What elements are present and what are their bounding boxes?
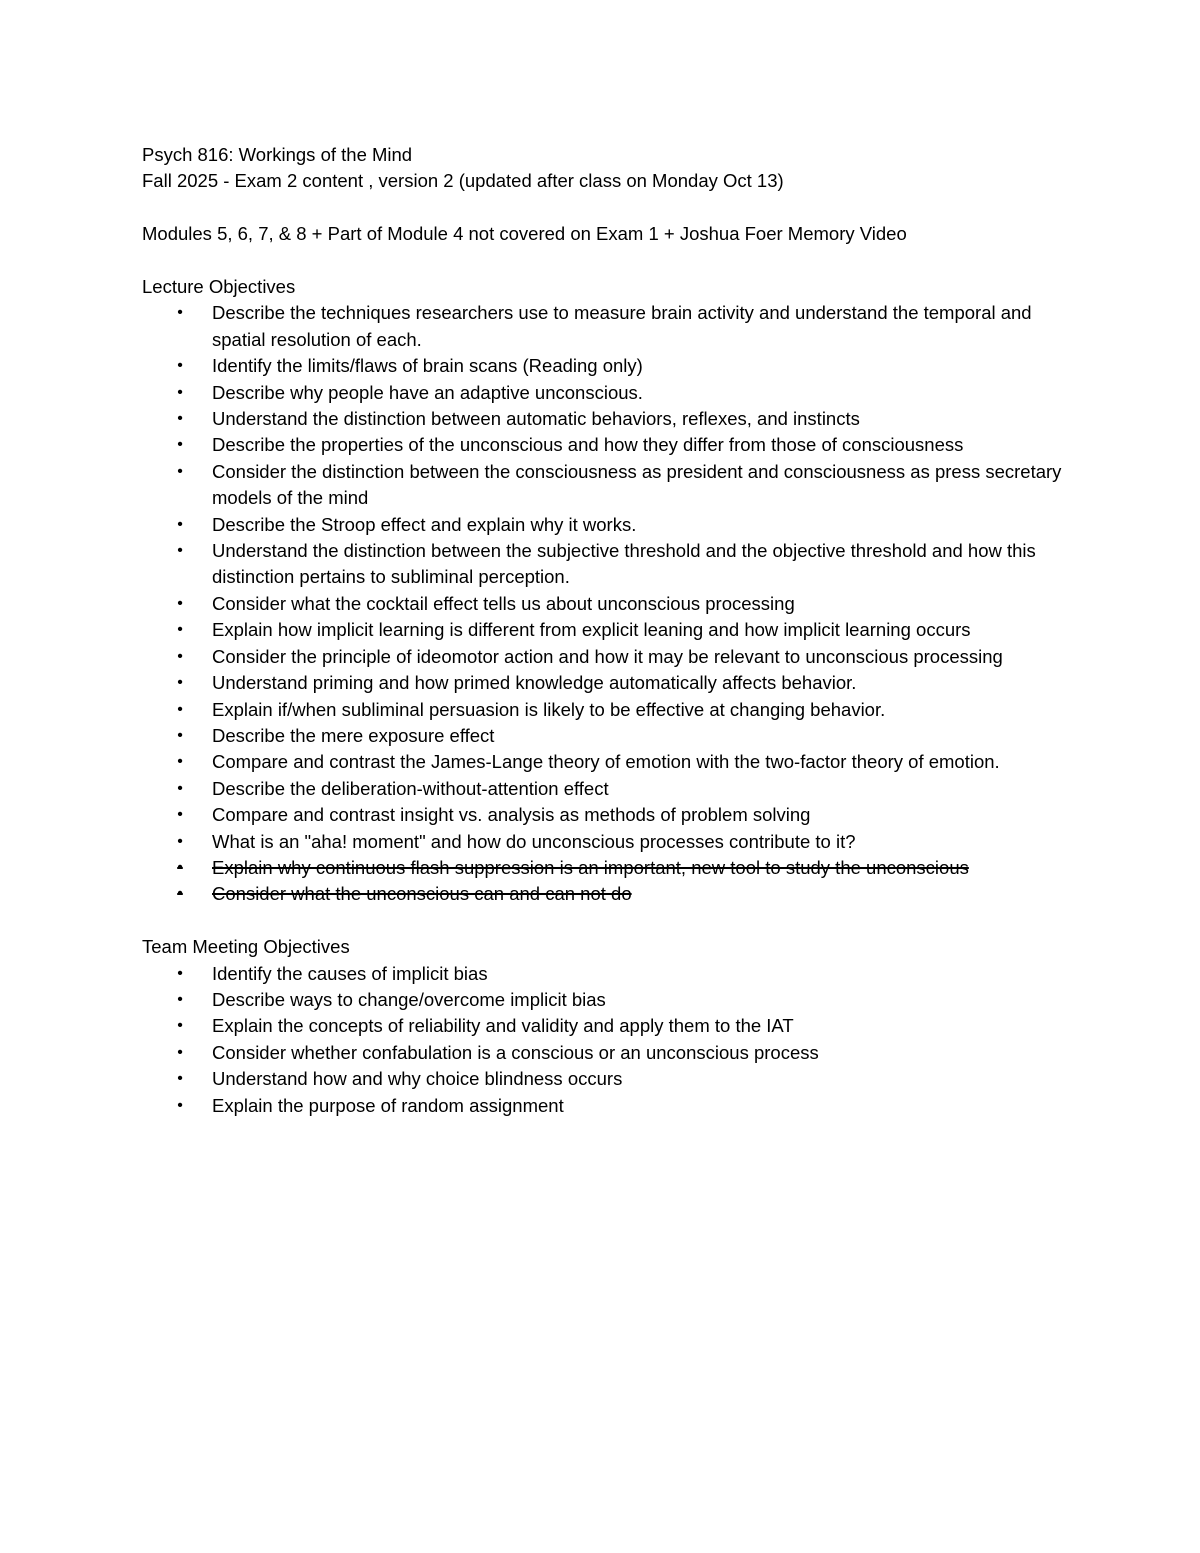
objective-text: Understand how and why choice blindness occurs xyxy=(212,1068,623,1090)
objective-text: Explain how implicit learning is different from explicit leaning and how implicit learning occurs xyxy=(212,619,971,641)
objective-text: Explain why continuous flash suppression is an important, new tool to study the unconscious xyxy=(212,856,969,878)
objective-text: Explain the purpose of random assignment xyxy=(212,1094,564,1116)
objective-text: Describe the deliberation-without-attention effect xyxy=(212,777,609,799)
objective-list-item xyxy=(142,459,1062,512)
objective-text: Identify the causes of implicit bias xyxy=(212,962,488,984)
bullet-icon: • xyxy=(177,779,183,797)
objective-text: Understand priming and how primed knowledge automatically affects behavior. xyxy=(212,672,857,694)
lecture-objectives-heading: Lecture Objectives xyxy=(142,276,296,297)
bullet-icon: • xyxy=(177,1017,183,1035)
objective-list-item xyxy=(142,644,1062,670)
document-content xyxy=(142,142,1062,1119)
team-objectives-list xyxy=(142,961,1062,1119)
objective-text: Explain the concepts of reliability and validity and apply them to the IAT xyxy=(212,1015,794,1037)
objective-text: Understand the distinction between automatic behaviors, reflexes, and instincts xyxy=(212,408,860,430)
bullet-icon: • xyxy=(177,304,183,322)
bullet-icon: • xyxy=(177,410,183,428)
objective-text: Describe the properties of the unconscious and how they differ from those of consciousness xyxy=(212,434,964,456)
objective-list-item xyxy=(142,353,1062,379)
objective-text: Describe the Stroop effect and explain why it works. xyxy=(212,513,637,535)
bullet-icon: • xyxy=(177,542,183,560)
team-objectives-heading: Team Meeting Objectives xyxy=(142,936,350,958)
objective-list-item xyxy=(142,1093,1062,1119)
bullet-icon: • xyxy=(177,674,183,692)
objective-list-item xyxy=(142,1013,1062,1039)
bullet-icon: • xyxy=(177,594,183,612)
bullet-icon: • xyxy=(177,726,183,744)
bullet-icon: • xyxy=(177,621,183,639)
bullet-icon: • xyxy=(177,1096,183,1114)
objective-list-item xyxy=(142,697,1062,723)
objective-text: Describe the mere exposure effect xyxy=(212,724,495,746)
objective-text: Consider what the unconscious can and can not do xyxy=(212,883,632,905)
objective-list-item xyxy=(142,512,1062,538)
objective-text: Identify the limits/flaws of brain scans (Reading only) xyxy=(212,355,643,377)
objective-text: Compare and contrast insight vs. analysis as methods of problem solving xyxy=(212,804,811,826)
objective-text: Consider the principle of ideomotor action and how it may be relevant to unconscious processing xyxy=(212,645,1003,667)
bullet-icon: • xyxy=(177,1043,183,1061)
objective-list-item xyxy=(142,300,1062,353)
objective-text: What is an "aha! moment" and how do unconscious processes contribute to it? xyxy=(212,830,856,852)
objective-list-item xyxy=(142,776,1062,802)
objective-text: Consider whether confabulation is a conscious or an unconscious process xyxy=(212,1041,819,1063)
bullet-icon: • xyxy=(177,1070,183,1088)
bullet-icon: • xyxy=(177,647,183,665)
spacer xyxy=(142,248,1062,274)
spacer xyxy=(142,908,1062,934)
bullet-icon: • xyxy=(177,436,183,454)
objective-list-item xyxy=(142,670,1062,696)
bullet-icon: • xyxy=(177,806,183,824)
objective-list-item xyxy=(142,1066,1062,1092)
objective-text: Consider what the cocktail effect tells us about unconscious processing xyxy=(212,592,795,614)
modules-line: Modules 5, 6, 7, & 8 + Part of Module 4 not covered on Exam 1 + Joshua Foer Memory Video xyxy=(142,223,907,245)
bullet-icon: • xyxy=(177,964,183,982)
bullet-icon: • xyxy=(177,383,183,401)
objective-text: Describe the techniques researchers use to measure brain activity and understand the temporal and spatial resolution of each. xyxy=(212,302,1032,350)
objective-list-item-struck xyxy=(142,881,1062,907)
spacer xyxy=(142,195,1062,221)
objective-list-item xyxy=(142,961,1062,987)
lecture-objectives-list xyxy=(142,300,1062,907)
bullet-icon: • xyxy=(177,990,183,1008)
objective-list-item xyxy=(142,380,1062,406)
exam-version-line: Fall 2025 - Exam 2 content , version 2 (updated after class on Monday Oct 13) xyxy=(142,170,784,192)
objective-list-item xyxy=(142,749,1062,775)
objective-text: Consider the distinction between the consciousness as president and consciousness as press secretary models of the mind xyxy=(212,460,1062,509)
bullet-icon: • xyxy=(177,753,183,771)
objective-list-item xyxy=(142,802,1062,828)
bullet-icon: • xyxy=(177,462,183,480)
bullet-icon: • xyxy=(177,885,183,903)
objective-list-item xyxy=(142,723,1062,749)
objective-text: Understand the distinction between the subjective threshold and the objective threshold and how this distinction pertains to subliminal perception. xyxy=(212,540,1036,588)
bullet-icon: • xyxy=(177,357,183,375)
objective-text: Describe ways to change/overcome implicit bias xyxy=(212,988,606,1010)
objective-list-item xyxy=(142,538,1062,591)
objective-list-item xyxy=(142,987,1062,1013)
bullet-icon: • xyxy=(177,515,183,533)
objective-list-item xyxy=(142,829,1062,855)
bullet-icon: • xyxy=(177,858,183,876)
objective-text: Compare and contrast the James-Lange theory of emotion with the two-factor theory of emotion. xyxy=(212,751,1000,773)
objective-text: Describe why people have an adaptive unconscious. xyxy=(212,381,643,403)
objective-list-item xyxy=(142,1040,1062,1066)
objective-list-item-struck xyxy=(142,855,1062,881)
course-title: Psych 816: Workings of the Mind xyxy=(142,144,413,165)
objective-list-item xyxy=(142,432,1062,458)
objective-list-item xyxy=(142,591,1062,617)
bullet-icon: • xyxy=(177,832,183,850)
objective-list-item xyxy=(142,406,1062,432)
bullet-icon: • xyxy=(177,700,183,718)
objective-text: Explain if/when subliminal persuasion is likely to be effective at changing behavior. xyxy=(212,698,886,720)
objective-list-item xyxy=(142,617,1062,643)
